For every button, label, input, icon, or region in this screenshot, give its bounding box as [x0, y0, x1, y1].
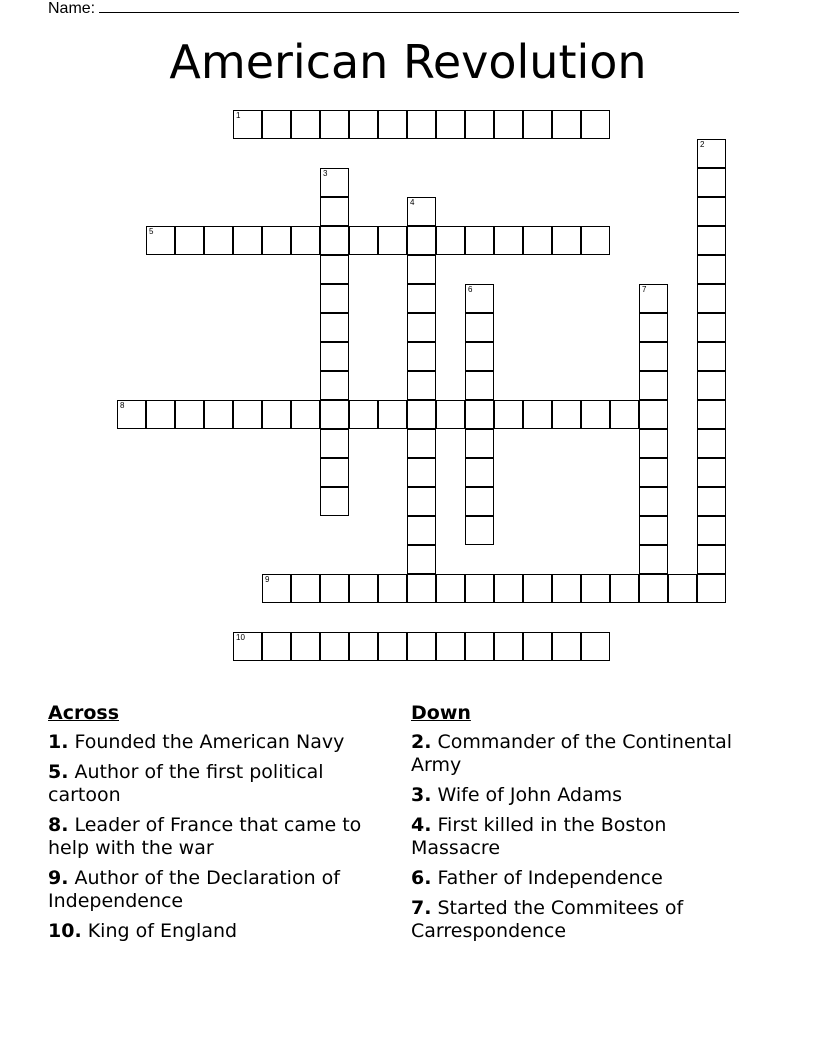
grid-cell[interactable] [262, 400, 291, 429]
grid-cell[interactable] [407, 313, 436, 342]
grid-cell[interactable] [639, 400, 668, 429]
grid-cell[interactable] [349, 574, 378, 603]
grid-cell[interactable] [697, 313, 726, 342]
grid-cell[interactable] [668, 574, 697, 603]
clue-item [48, 761, 393, 807]
grid-cell[interactable] [349, 632, 378, 661]
grid-cell[interactable] [465, 110, 494, 139]
grid-cell[interactable] [465, 429, 494, 458]
grid-cell[interactable] [465, 458, 494, 487]
clue-item [48, 731, 393, 754]
grid-cell[interactable] [639, 574, 668, 603]
grid-cell[interactable] [523, 574, 552, 603]
clue-number: 9 [265, 575, 270, 584]
clue-item-text: Commander of the Continental Army [411, 731, 733, 776]
clue-item-text: Author of the Declaration of Independence [48, 867, 340, 912]
grid-cell[interactable] [523, 110, 552, 139]
grid-cell[interactable] [117, 400, 146, 429]
grid-cell[interactable] [378, 574, 407, 603]
grid-cell[interactable] [494, 226, 523, 255]
grid-cell[interactable] [552, 226, 581, 255]
grid-cell[interactable] [320, 632, 349, 661]
clue-item-text: Founded the American Navy [68, 731, 345, 753]
grid-cell[interactable] [639, 545, 668, 574]
clue-item [48, 867, 393, 913]
grid-cell[interactable] [378, 632, 407, 661]
grid-cell[interactable] [262, 574, 291, 603]
grid-cell[interactable] [639, 313, 668, 342]
clue-item-number: 1. [48, 731, 69, 753]
grid-cell[interactable] [291, 110, 320, 139]
grid-cell[interactable] [407, 458, 436, 487]
grid-cell[interactable] [320, 400, 349, 429]
grid-cell[interactable] [465, 487, 494, 516]
grid-cell[interactable] [465, 226, 494, 255]
grid-cell[interactable] [175, 226, 204, 255]
clue-item [411, 784, 756, 807]
grid-cell[interactable] [581, 110, 610, 139]
grid-cell[interactable] [523, 226, 552, 255]
puzzle-title: American Revolution [169, 35, 647, 89]
clue-item-number: 5. [48, 761, 69, 783]
grid-cell[interactable] [407, 342, 436, 371]
grid-cell[interactable] [407, 545, 436, 574]
grid-cell[interactable] [639, 371, 668, 400]
grid-cell[interactable] [639, 487, 668, 516]
grid-cell[interactable] [552, 400, 581, 429]
grid-cell[interactable] [204, 400, 233, 429]
grid-cell[interactable] [465, 516, 494, 545]
grid-cell[interactable] [465, 400, 494, 429]
grid-cell[interactable] [291, 400, 320, 429]
grid-cell[interactable] [407, 197, 436, 226]
grid-cell[interactable] [697, 284, 726, 313]
grid-cell[interactable] [436, 110, 465, 139]
clue-number: 7 [642, 285, 647, 294]
grid-cell[interactable] [494, 400, 523, 429]
grid-cell[interactable] [320, 342, 349, 371]
clue-item [48, 814, 393, 860]
grid-cell[interactable] [697, 371, 726, 400]
grid-cell[interactable] [697, 458, 726, 487]
clue-item [48, 920, 393, 943]
grid-cell[interactable] [436, 574, 465, 603]
grid-cell[interactable] [320, 371, 349, 400]
grid-cell[interactable] [465, 284, 494, 313]
grid-cell[interactable] [436, 226, 465, 255]
grid-cell[interactable] [465, 342, 494, 371]
grid-cell[interactable] [320, 168, 349, 197]
grid-cell[interactable] [697, 516, 726, 545]
grid-cell[interactable] [291, 574, 320, 603]
grid-cell[interactable] [146, 400, 175, 429]
clue-number: 8 [120, 401, 125, 410]
grid-cell[interactable] [581, 226, 610, 255]
grid-cell[interactable] [494, 110, 523, 139]
grid-cell[interactable] [407, 255, 436, 284]
grid-cell[interactable] [639, 284, 668, 313]
grid-cell[interactable] [697, 429, 726, 458]
grid-cell[interactable] [407, 400, 436, 429]
grid-cell[interactable] [320, 197, 349, 226]
grid-cell[interactable] [581, 632, 610, 661]
grid-cell[interactable] [204, 226, 233, 255]
grid-cell[interactable] [552, 632, 581, 661]
clue-number: 1 [236, 111, 241, 120]
grid-cell[interactable] [523, 400, 552, 429]
clue-item-number: 10. [48, 920, 82, 942]
grid-cell[interactable] [146, 226, 175, 255]
clue-number: 10 [236, 633, 245, 642]
grid-cell[interactable] [610, 400, 639, 429]
grid-cell[interactable] [407, 284, 436, 313]
grid-cell[interactable] [320, 429, 349, 458]
across-clue-list [48, 731, 393, 943]
clue-item-text: Started the Commitees of Carrespondence [411, 897, 684, 942]
clue-item-number: 4. [411, 814, 432, 836]
grid-cell[interactable] [291, 226, 320, 255]
grid-cell[interactable] [697, 139, 726, 168]
clue-item-number: 8. [48, 814, 69, 836]
clue-item-number: 2. [411, 731, 432, 753]
clue-item-number: 6. [411, 867, 432, 889]
grid-cell[interactable] [291, 632, 320, 661]
grid-cell[interactable] [697, 545, 726, 574]
clue-item-number: 7. [411, 897, 432, 919]
grid-cell[interactable] [407, 429, 436, 458]
clue-item [411, 814, 756, 860]
down-heading: Down [411, 702, 471, 724]
grid-cell[interactable] [175, 400, 204, 429]
grid-cell[interactable] [407, 487, 436, 516]
grid-cell[interactable] [262, 226, 291, 255]
clue-item [411, 897, 756, 943]
grid-cell[interactable] [697, 197, 726, 226]
grid-cell[interactable] [349, 400, 378, 429]
clue-item-number: 9. [48, 867, 69, 889]
grid-cell[interactable] [610, 574, 639, 603]
clue-item-text: King of England [81, 920, 238, 942]
grid-cell[interactable] [407, 371, 436, 400]
grid-cell[interactable] [407, 574, 436, 603]
grid-cell[interactable] [494, 632, 523, 661]
clue-item-text: First killed in the Boston Massacre [411, 814, 667, 859]
grid-cell[interactable] [639, 458, 668, 487]
grid-cell[interactable] [320, 226, 349, 255]
grid-cell[interactable] [262, 632, 291, 661]
grid-cell[interactable] [639, 429, 668, 458]
grid-cell[interactable] [697, 255, 726, 284]
across-clues [48, 702, 393, 950]
clue-item-text: Author of the first political cartoon [48, 761, 324, 806]
clue-item-text: Father of Independence [431, 867, 663, 889]
name-label: Name: [48, 0, 96, 17]
grid-cell[interactable] [378, 400, 407, 429]
grid-cell[interactable] [697, 574, 726, 603]
grid-cell[interactable] [523, 632, 552, 661]
grid-cell[interactable] [320, 284, 349, 313]
grid-cell[interactable] [233, 400, 262, 429]
grid-cell[interactable] [233, 632, 262, 661]
clue-item-number: 3. [411, 784, 432, 806]
grid-cell[interactable] [378, 226, 407, 255]
grid-cell[interactable] [465, 371, 494, 400]
grid-cell[interactable] [407, 632, 436, 661]
across-heading: Across [48, 702, 120, 724]
grid-cell[interactable] [465, 632, 494, 661]
grid-cell[interactable] [697, 342, 726, 371]
grid-cell[interactable] [320, 574, 349, 603]
grid-cell[interactable] [233, 110, 262, 139]
grid-cell[interactable] [407, 516, 436, 545]
grid-cell[interactable] [465, 313, 494, 342]
grid-cell[interactable] [494, 574, 523, 603]
clue-number: 4 [410, 198, 415, 207]
clue-number: 6 [468, 285, 473, 294]
grid-cell[interactable] [581, 574, 610, 603]
grid-cell[interactable] [697, 226, 726, 255]
clue-number: 3 [323, 169, 328, 178]
grid-cell[interactable] [639, 516, 668, 545]
grid-cell[interactable] [262, 110, 291, 139]
grid-cell[interactable] [639, 342, 668, 371]
grid-cell[interactable] [320, 487, 349, 516]
down-clues [411, 702, 756, 950]
clue-number: 2 [700, 140, 705, 149]
grid-cell[interactable] [349, 226, 378, 255]
grid-cell[interactable] [552, 110, 581, 139]
grid-cell[interactable] [552, 574, 581, 603]
grid-cell[interactable] [465, 574, 494, 603]
grid-cell[interactable] [697, 168, 726, 197]
clue-item [411, 867, 756, 890]
grid-cell[interactable] [378, 110, 407, 139]
grid-cell[interactable] [349, 110, 378, 139]
grid-cell[interactable] [436, 400, 465, 429]
grid-cell[interactable] [320, 255, 349, 284]
grid-cell[interactable] [320, 110, 349, 139]
clue-item-text: Leader of France that came to help with the war [48, 814, 362, 859]
grid-cell[interactable] [697, 487, 726, 516]
grid-cell[interactable] [697, 400, 726, 429]
clue-item [411, 731, 756, 777]
grid-cell[interactable] [407, 226, 436, 255]
clue-number: 5 [149, 227, 154, 236]
grid-cell[interactable] [436, 632, 465, 661]
grid-cell[interactable] [581, 400, 610, 429]
down-clue-list [411, 731, 756, 943]
grid-cell[interactable] [407, 110, 436, 139]
clue-item-text: Wife of John Adams [431, 784, 623, 806]
grid-cell[interactable] [320, 458, 349, 487]
grid-cell[interactable] [320, 313, 349, 342]
grid-cell[interactable] [233, 226, 262, 255]
